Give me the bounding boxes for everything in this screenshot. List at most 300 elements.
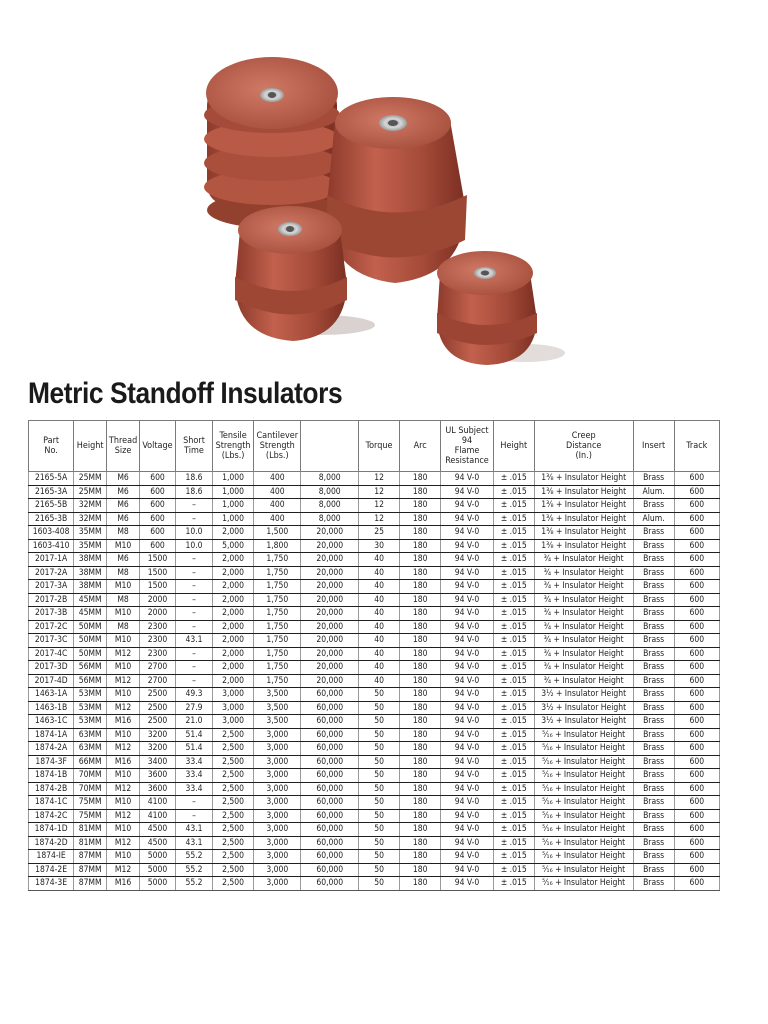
table-cell: –: [176, 796, 213, 810]
table-cell: 600: [674, 634, 719, 648]
table-cell: 2017-3B: [29, 607, 74, 621]
table-cell: 50: [359, 742, 400, 756]
table-cell: –: [176, 607, 213, 621]
table-cell: 180: [400, 674, 441, 688]
table-cell: M6: [107, 553, 140, 567]
table-cell: Brass: [633, 688, 674, 702]
table-cell: 94 V-0: [441, 823, 493, 837]
table-cell: Brass: [633, 593, 674, 607]
table-row: [29, 796, 720, 810]
table-cell: 180: [400, 755, 441, 769]
table-cell: ³⁄₄ + Insulator Height: [534, 553, 633, 567]
table-cell: 600: [674, 836, 719, 850]
table-cell: ⁵⁄₁₆ + Insulator Height: [534, 742, 633, 756]
table-cell: 3,000: [254, 755, 301, 769]
table-cell: 94 V-0: [441, 782, 493, 796]
table-cell: ± .015: [493, 539, 534, 553]
table-cell: ± .015: [493, 863, 534, 877]
table-cell: 3,500: [254, 701, 301, 715]
table-cell: 3,000: [254, 728, 301, 742]
table-row: [29, 472, 720, 486]
table-cell: –: [176, 499, 213, 513]
table-cell: 600: [140, 526, 176, 540]
table-cell: 600: [674, 688, 719, 702]
table-cell: 1³⁄₈ + Insulator Height: [534, 499, 633, 513]
table-cell: 1874-1B: [29, 769, 74, 783]
table-cell: 94 V-0: [441, 512, 493, 526]
table-cell: 10.0: [176, 526, 213, 540]
table-cell: 600: [674, 647, 719, 661]
table-cell: 600: [674, 850, 719, 864]
table-cell: 45MM: [74, 607, 107, 621]
table-cell: 35MM: [74, 526, 107, 540]
table-cell: ± .015: [493, 809, 534, 823]
table-cell: ± .015: [493, 526, 534, 540]
table-cell: 600: [140, 499, 176, 513]
table-row: [29, 512, 720, 526]
table-cell: 600: [140, 485, 176, 499]
table-cell: M12: [107, 863, 140, 877]
ribbed-insulator: [204, 57, 340, 228]
table-cell: 1,800: [254, 539, 301, 553]
table-cell: 2000: [140, 607, 176, 621]
table-cell: 53MM: [74, 715, 107, 729]
table-cell: 400: [254, 472, 301, 486]
table-cell: 32MM: [74, 499, 107, 513]
table-cell: 50: [359, 728, 400, 742]
table-cell: Brass: [633, 836, 674, 850]
table-cell: –: [176, 620, 213, 634]
column-header: Insert: [633, 421, 674, 472]
table-cell: 49.3: [176, 688, 213, 702]
table-cell: 600: [674, 863, 719, 877]
table-cell: 94 V-0: [441, 809, 493, 823]
table-cell: ± .015: [493, 607, 534, 621]
column-header: Creep Distance (In.): [534, 421, 633, 472]
table-cell: ± .015: [493, 485, 534, 499]
table-cell: 94 V-0: [441, 877, 493, 891]
table-cell: 2,500: [213, 863, 254, 877]
table-cell: M12: [107, 836, 140, 850]
table-cell: 600: [674, 701, 719, 715]
table-cell: 40: [359, 593, 400, 607]
table-cell: 1³⁄₈ + Insulator Height: [534, 485, 633, 499]
table-cell: 180: [400, 539, 441, 553]
table-cell: 2,500: [213, 755, 254, 769]
table-cell: ⁵⁄₁₆ + Insulator Height: [534, 850, 633, 864]
table-cell: 55.2: [176, 850, 213, 864]
table-cell: 8,000: [301, 512, 359, 526]
table-cell: 60,000: [301, 755, 359, 769]
table-cell: 1874-2A: [29, 742, 74, 756]
table-cell: ± .015: [493, 674, 534, 688]
table-cell: 51.4: [176, 728, 213, 742]
table-cell: 43.1: [176, 823, 213, 837]
table-cell: 2,500: [213, 877, 254, 891]
table-cell: 40: [359, 620, 400, 634]
table-cell: Brass: [633, 755, 674, 769]
table-cell: M12: [107, 782, 140, 796]
table-cell: ± .015: [493, 823, 534, 837]
table-cell: 400: [254, 485, 301, 499]
table-cell: ± .015: [493, 580, 534, 594]
table-cell: ⁵⁄₁₆ + Insulator Height: [534, 769, 633, 783]
table-cell: 180: [400, 485, 441, 499]
table-cell: ⁵⁄₁₆ + Insulator Height: [534, 728, 633, 742]
table-cell: ⁵⁄₁₆ + Insulator Height: [534, 877, 633, 891]
table-cell: 1874-2E: [29, 863, 74, 877]
table-cell: 32MM: [74, 512, 107, 526]
table-cell: 1³⁄₈ + Insulator Height: [534, 512, 633, 526]
table-cell: 94 V-0: [441, 688, 493, 702]
table-cell: 600: [140, 472, 176, 486]
table-cell: 3600: [140, 782, 176, 796]
table-cell: 50: [359, 836, 400, 850]
table-cell: M10: [107, 661, 140, 675]
table-cell: M10: [107, 769, 140, 783]
table-cell: –: [176, 809, 213, 823]
table-cell: Brass: [633, 566, 674, 580]
table-cell: 66MM: [74, 755, 107, 769]
table-cell: 180: [400, 566, 441, 580]
table-cell: 40: [359, 580, 400, 594]
table-cell: 20,000: [301, 526, 359, 540]
table-cell: 1603-410: [29, 539, 74, 553]
table-cell: 60,000: [301, 850, 359, 864]
table-cell: 2,500: [213, 836, 254, 850]
table-header-row: [29, 421, 720, 472]
table-row: [29, 607, 720, 621]
table-cell: 180: [400, 499, 441, 513]
table-cell: –: [176, 566, 213, 580]
table-cell: 45MM: [74, 593, 107, 607]
table-cell: Brass: [633, 701, 674, 715]
table-cell: 75MM: [74, 809, 107, 823]
table-cell: 1874-1D: [29, 823, 74, 837]
table-cell: 10.0: [176, 539, 213, 553]
table-cell: 18.6: [176, 485, 213, 499]
table-cell: 8,000: [301, 485, 359, 499]
table-cell: M10: [107, 607, 140, 621]
table-cell: 60,000: [301, 823, 359, 837]
table-cell: 40: [359, 634, 400, 648]
table-cell: 1,750: [254, 593, 301, 607]
table-cell: 3,000: [254, 769, 301, 783]
table-cell: 12: [359, 512, 400, 526]
table-cell: 2,000: [213, 661, 254, 675]
table-cell: 2165-5B: [29, 499, 74, 513]
table-cell: 1,750: [254, 634, 301, 648]
table-cell: ± .015: [493, 688, 534, 702]
table-cell: Brass: [633, 553, 674, 567]
table-cell: ± .015: [493, 728, 534, 742]
table-cell: 51.4: [176, 742, 213, 756]
table-cell: 600: [674, 526, 719, 540]
table-cell: –: [176, 580, 213, 594]
table-cell: 33.4: [176, 769, 213, 783]
table-cell: –: [176, 593, 213, 607]
table-cell: 1463-1B: [29, 701, 74, 715]
table-cell: ⁵⁄₁₆ + Insulator Height: [534, 836, 633, 850]
table-cell: 1874-3F: [29, 755, 74, 769]
column-header: Height: [74, 421, 107, 472]
table-cell: 20,000: [301, 620, 359, 634]
table-cell: 94 V-0: [441, 863, 493, 877]
column-header: Height: [493, 421, 534, 472]
table-cell: Brass: [633, 809, 674, 823]
table-cell: 3200: [140, 742, 176, 756]
table-cell: ± .015: [493, 566, 534, 580]
table-cell: 3¹⁄₂ + Insulator Height: [534, 715, 633, 729]
table-cell: 2165-5A: [29, 472, 74, 486]
table-cell: 50: [359, 863, 400, 877]
table-cell: 2017-2C: [29, 620, 74, 634]
column-header: Arc: [400, 421, 441, 472]
table-cell: 600: [140, 512, 176, 526]
table-cell: 1,750: [254, 580, 301, 594]
table-cell: 600: [674, 877, 719, 891]
table-row: [29, 863, 720, 877]
table-cell: –: [176, 553, 213, 567]
table-cell: M8: [107, 526, 140, 540]
table-cell: 180: [400, 647, 441, 661]
table-cell: 2,500: [213, 809, 254, 823]
table-cell: Brass: [633, 539, 674, 553]
table-cell: 50: [359, 755, 400, 769]
table-cell: 3,000: [254, 809, 301, 823]
table-cell: 3,000: [213, 688, 254, 702]
table-cell: 180: [400, 580, 441, 594]
table-cell: 5000: [140, 877, 176, 891]
table-cell: 50: [359, 850, 400, 864]
table-cell: Brass: [633, 620, 674, 634]
table-cell: 1874-3E: [29, 877, 74, 891]
table-row: [29, 755, 720, 769]
column-header: Tensile Strength (Lbs.): [213, 421, 254, 472]
table-cell: 600: [674, 674, 719, 688]
table-cell: ³⁄₄ + Insulator Height: [534, 674, 633, 688]
table-cell: 1500: [140, 566, 176, 580]
table-cell: 400: [254, 499, 301, 513]
table-cell: 1,000: [213, 485, 254, 499]
table-cell: 60,000: [301, 742, 359, 756]
table-cell: 2,000: [213, 553, 254, 567]
table-cell: –: [176, 674, 213, 688]
table-cell: 180: [400, 823, 441, 837]
table-cell: Brass: [633, 634, 674, 648]
table-cell: Brass: [633, 607, 674, 621]
table-cell: 94 V-0: [441, 796, 493, 810]
table-cell: 600: [674, 728, 719, 742]
table-cell: 2300: [140, 634, 176, 648]
table-cell: 3400: [140, 755, 176, 769]
table-cell: 2,500: [213, 769, 254, 783]
table-cell: ± .015: [493, 620, 534, 634]
table-cell: 94 V-0: [441, 472, 493, 486]
table-cell: 180: [400, 526, 441, 540]
table-cell: 63MM: [74, 728, 107, 742]
table-cell: ± .015: [493, 769, 534, 783]
table-cell: M10: [107, 823, 140, 837]
table-cell: 94 V-0: [441, 661, 493, 675]
table-cell: 60,000: [301, 769, 359, 783]
table-cell: Brass: [633, 526, 674, 540]
table-cell: 2700: [140, 661, 176, 675]
table-cell: ± .015: [493, 634, 534, 648]
table-row: [29, 809, 720, 823]
table-cell: 53MM: [74, 701, 107, 715]
table-cell: 94 V-0: [441, 674, 493, 688]
table-cell: 1,750: [254, 607, 301, 621]
table-cell: 2,000: [213, 580, 254, 594]
table-cell: 600: [674, 553, 719, 567]
table-cell: Brass: [633, 742, 674, 756]
table-cell: 94 V-0: [441, 593, 493, 607]
table-cell: 3,000: [254, 742, 301, 756]
table-cell: 2017-3D: [29, 661, 74, 675]
table-cell: 94 V-0: [441, 647, 493, 661]
table-cell: 2000: [140, 593, 176, 607]
table-cell: 50MM: [74, 634, 107, 648]
table-cell: ± .015: [493, 512, 534, 526]
table-cell: 94 V-0: [441, 499, 493, 513]
table-cell: 180: [400, 472, 441, 486]
table-cell: 180: [400, 769, 441, 783]
table-cell: 55.2: [176, 863, 213, 877]
table-cell: 3,000: [213, 715, 254, 729]
table-cell: 2,500: [213, 728, 254, 742]
table-cell: 2017-3A: [29, 580, 74, 594]
table-cell: 600: [674, 580, 719, 594]
table-cell: 50: [359, 796, 400, 810]
table-cell: 2,000: [213, 620, 254, 634]
table-cell: ⁵⁄₁₆ + Insulator Height: [534, 782, 633, 796]
table-cell: ³⁄₄ + Insulator Height: [534, 634, 633, 648]
table-cell: 2,500: [213, 782, 254, 796]
table-cell: 1874-1C: [29, 796, 74, 810]
table-cell: 25: [359, 526, 400, 540]
table-cell: 1500: [140, 580, 176, 594]
table-cell: ³⁄₄ + Insulator Height: [534, 661, 633, 675]
small-front-insulator: [235, 206, 347, 341]
table-cell: 2,000: [213, 607, 254, 621]
table-cell: 56MM: [74, 661, 107, 675]
table-cell: 2017-3C: [29, 634, 74, 648]
table-cell: 1,000: [213, 499, 254, 513]
table-cell: 33.4: [176, 755, 213, 769]
table-cell: 4500: [140, 823, 176, 837]
table-cell: 56MM: [74, 674, 107, 688]
table-cell: 40: [359, 566, 400, 580]
table-row: [29, 674, 720, 688]
table-cell: 40: [359, 647, 400, 661]
table-cell: 600: [674, 823, 719, 837]
table-row: [29, 526, 720, 540]
table-cell: –: [176, 647, 213, 661]
table-cell: 2,000: [213, 593, 254, 607]
table-cell: 60,000: [301, 701, 359, 715]
table-row: [29, 566, 720, 580]
table-cell: 2,000: [213, 566, 254, 580]
table-cell: M16: [107, 755, 140, 769]
table-cell: ± .015: [493, 836, 534, 850]
table-cell: Brass: [633, 823, 674, 837]
table-row: [29, 728, 720, 742]
table-cell: M12: [107, 809, 140, 823]
table-cell: 5,000: [213, 539, 254, 553]
table-cell: ⁵⁄₁₆ + Insulator Height: [534, 809, 633, 823]
table-cell: –: [176, 512, 213, 526]
table-cell: 3600: [140, 769, 176, 783]
table-cell: 600: [674, 769, 719, 783]
table-cell: 600: [674, 485, 719, 499]
table-cell: M6: [107, 472, 140, 486]
table-cell: 2017-1A: [29, 553, 74, 567]
table-cell: 2300: [140, 620, 176, 634]
table-cell: 87MM: [74, 863, 107, 877]
table-cell: M8: [107, 566, 140, 580]
column-header: Short Time: [176, 421, 213, 472]
table-cell: M6: [107, 512, 140, 526]
table-cell: 60,000: [301, 836, 359, 850]
column-header: UL Subject 94 Flame Resistance: [441, 421, 493, 472]
table-cell: 2017-4D: [29, 674, 74, 688]
table-cell: 50: [359, 877, 400, 891]
table-cell: 3200: [140, 728, 176, 742]
table-cell: 18.6: [176, 472, 213, 486]
table-cell: 2,000: [213, 634, 254, 648]
table-cell: 600: [140, 539, 176, 553]
table-cell: 3,500: [254, 688, 301, 702]
table-cell: 1,750: [254, 661, 301, 675]
table-cell: 1,500: [254, 526, 301, 540]
table-cell: 3,500: [254, 715, 301, 729]
table-cell: M10: [107, 580, 140, 594]
table-cell: 1,750: [254, 647, 301, 661]
table-cell: M8: [107, 593, 140, 607]
table-cell: 3,000: [254, 782, 301, 796]
table-row: [29, 485, 720, 499]
table-cell: Brass: [633, 782, 674, 796]
table-cell: 600: [674, 755, 719, 769]
table-cell: Brass: [633, 850, 674, 864]
table-row: [29, 742, 720, 756]
table-cell: Alum.: [633, 485, 674, 499]
table-cell: 400: [254, 512, 301, 526]
column-header: Part No.: [29, 421, 74, 472]
table-cell: 60,000: [301, 715, 359, 729]
table-cell: 40: [359, 553, 400, 567]
table-cell: ± .015: [493, 553, 534, 567]
table-cell: ³⁄₄ + Insulator Height: [534, 593, 633, 607]
table-cell: 2165-3B: [29, 512, 74, 526]
table-cell: 40: [359, 661, 400, 675]
table-cell: M16: [107, 877, 140, 891]
table-cell: 53MM: [74, 688, 107, 702]
table-cell: 94 V-0: [441, 580, 493, 594]
table-cell: M8: [107, 620, 140, 634]
page-title: Metric Standoff Insulators: [28, 377, 343, 410]
column-header: Voltage: [140, 421, 176, 472]
table-cell: ⁵⁄₁₆ + Insulator Height: [534, 796, 633, 810]
table-cell: ³⁄₄ + Insulator Height: [534, 620, 633, 634]
table-cell: 60,000: [301, 863, 359, 877]
table-cell: 8,000: [301, 472, 359, 486]
table-cell: 2,500: [213, 742, 254, 756]
table-cell: 600: [674, 499, 719, 513]
table-cell: 180: [400, 836, 441, 850]
table-cell: 2,000: [213, 674, 254, 688]
